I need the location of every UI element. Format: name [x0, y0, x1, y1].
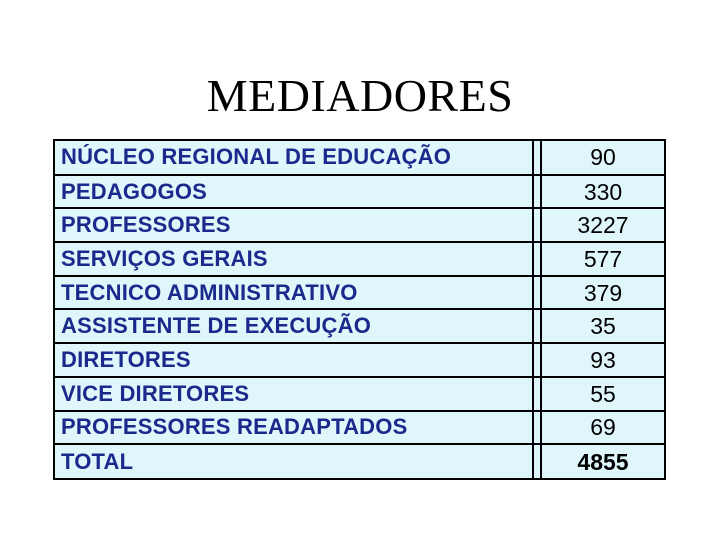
- total-value: 4855: [541, 444, 664, 478]
- table-row: [55, 276, 664, 310]
- table-row: [55, 377, 664, 411]
- column-separator: [533, 175, 541, 209]
- table-row: [55, 208, 664, 242]
- row-value: 69: [541, 411, 664, 445]
- row-label: NÚCLEO REGIONAL DE EDUCAÇÃO: [55, 141, 533, 175]
- column-separator: [533, 208, 541, 242]
- row-value: 35: [541, 309, 664, 343]
- mediators-table: [53, 139, 666, 480]
- row-label: SERVIÇOS GERAIS: [55, 242, 533, 276]
- column-separator: [533, 377, 541, 411]
- table-row: [55, 242, 664, 276]
- column-separator: [533, 343, 541, 377]
- row-value: 577: [541, 242, 664, 276]
- row-value: 330: [541, 175, 664, 209]
- total-row: [55, 444, 664, 478]
- row-label: ASSISTENTE DE EXECUÇÃO: [55, 309, 533, 343]
- row-value: 3227: [541, 208, 664, 242]
- row-value: 379: [541, 276, 664, 310]
- page-title: MEDIADORES: [206, 70, 514, 121]
- table-row: [55, 175, 664, 209]
- table-row: [55, 411, 664, 445]
- column-separator: [533, 411, 541, 445]
- table-row: [55, 141, 664, 175]
- total-label: TOTAL: [55, 444, 533, 478]
- row-value: 93: [541, 343, 664, 377]
- row-label: PROFESSORES: [55, 208, 533, 242]
- row-value: 90: [541, 141, 664, 175]
- mediators-table-grid: [55, 141, 664, 478]
- row-label: DIRETORES: [55, 343, 533, 377]
- table-row: [55, 309, 664, 343]
- table-row: [55, 343, 664, 377]
- column-separator: [533, 141, 541, 175]
- row-label: VICE DIRETORES: [55, 377, 533, 411]
- column-separator: [533, 444, 541, 478]
- column-separator: [533, 242, 541, 276]
- row-label: PROFESSORES READAPTADOS: [55, 411, 533, 445]
- row-value: 55: [541, 377, 664, 411]
- column-separator: [533, 309, 541, 343]
- row-label: TECNICO ADMINISTRATIVO: [55, 276, 533, 310]
- column-separator: [533, 276, 541, 310]
- row-label: PEDAGOGOS: [55, 175, 533, 209]
